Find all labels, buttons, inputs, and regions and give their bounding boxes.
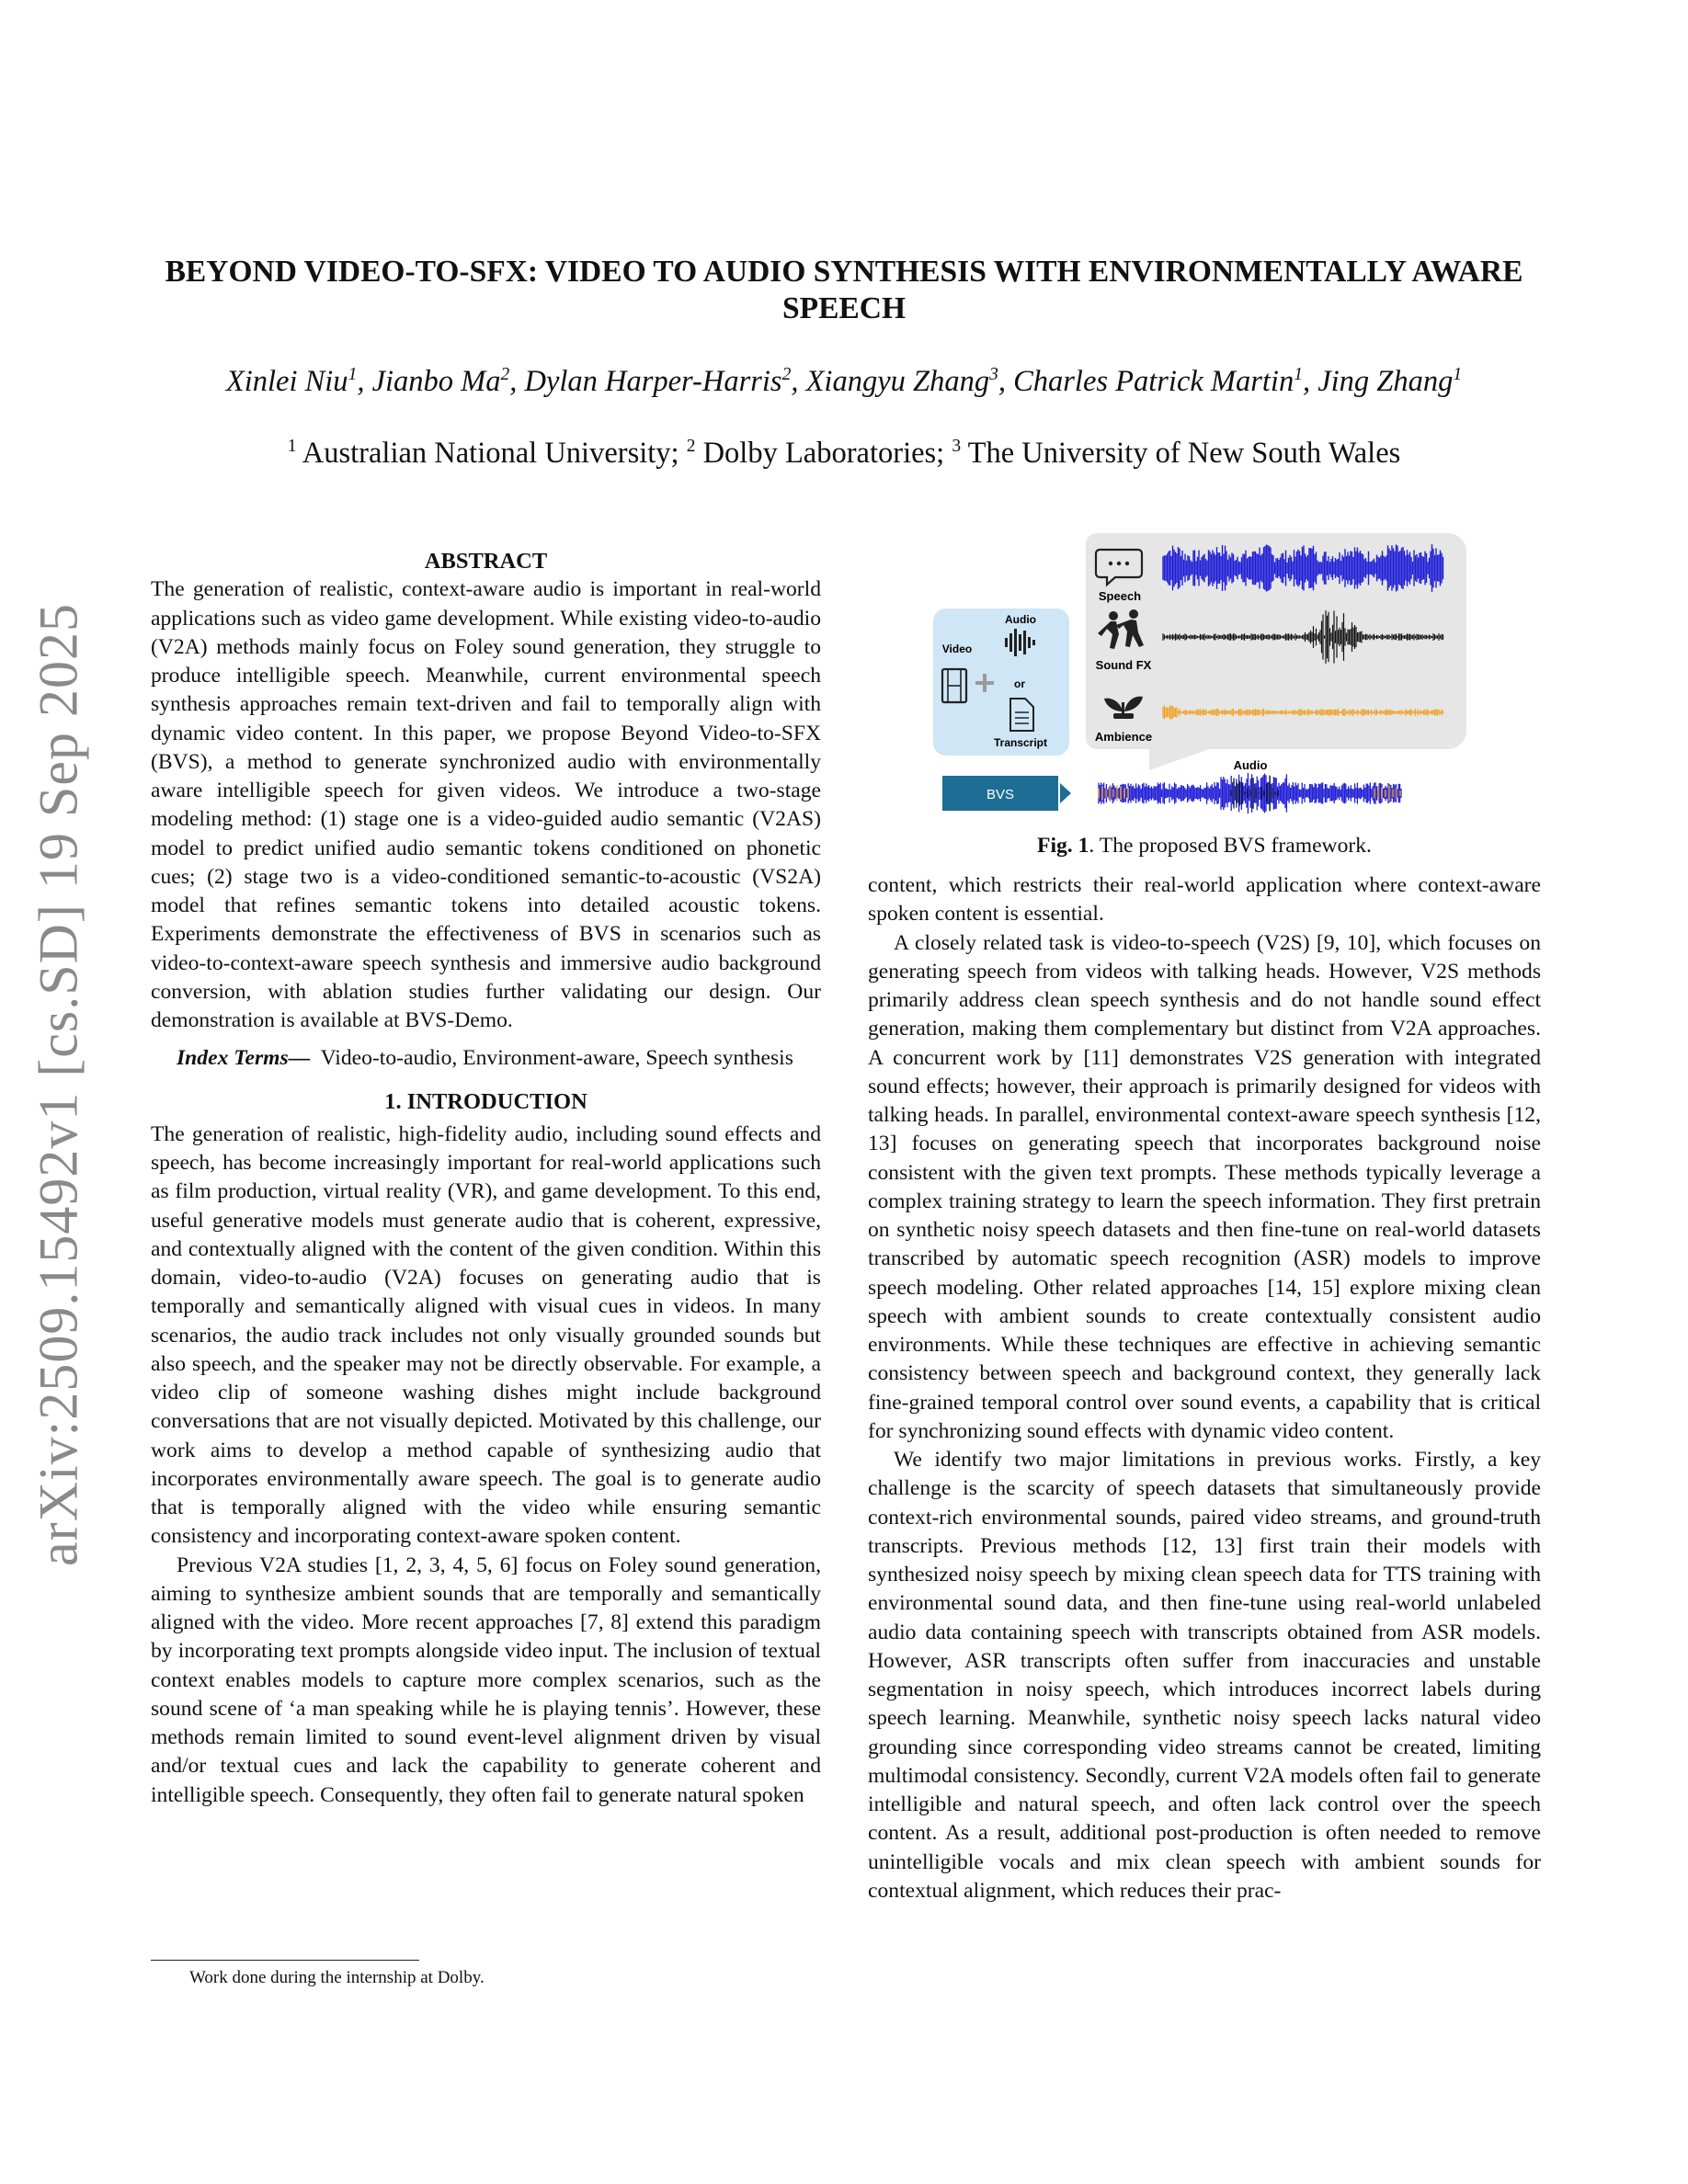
caption-text: . The proposed BVS framework. [1089, 834, 1372, 858]
output-audio-label: Audio [1233, 758, 1268, 772]
author: Jing Zhang$^1$ [1317, 365, 1463, 398]
left-column [151, 547, 821, 1810]
figure-caption [868, 832, 1541, 860]
author-list: Xinlei Niu$^1$, Jianbo Ma$^2$, Dylan Harper-Harris$^2$, Xiangyu Zhang$^3$, Charles Patrick Martin$^1$, Jing Zhang$^1$ [225, 365, 1463, 398]
video-label: Video [941, 643, 973, 655]
author: Jianbo Ma$^2$ [371, 365, 510, 398]
footnote: Work done during the internship at Dolby. [189, 1968, 485, 1987]
body-paragraph: A closely related task is video-to-speech (V2S) [9, 10], which focuses on generating speech from videos with talking heads. However, V2S methods primarily address clean speech synthesis and do not handle sound effect generation, making them complementary but distinct from V2A approaches. A concurrent work by [11] demonstrates V2S generation with integrated sound effects; however, their approach is primarily designed for videos with talking heads. In parallel, environmental context-aware speech synthesis [12, 13] focuses on generating speech that incorporates background noise consistent with the given text prompts. These methods typically leverage a complex training strategy to learn the speech information. They first pretrain on synthetic noisy speech datasets and then fine-tune on real-world datasets transcribed by automatic speech recognition (ASR) models to improve speech modeling. Other related approaches [14, 15] explore mixing clean speech with ambient sounds to create contextually consistent audio environments. While these techniques are effective in achieving semantic consistency between speech and background context, they generally lack fine-grained temporal control over sound events, a capability that is critical for synchronizing sound effects with dynamic video content. [868, 930, 1541, 1443]
arrow-icon [1060, 783, 1071, 803]
bvs-framework-diagram [933, 533, 1466, 836]
affiliation: $^2$ Dolby Laboratories; [686, 437, 945, 470]
sound-fx-label: Sound FX [1095, 658, 1152, 672]
arxiv-identifier: arXiv:2509.15492v1 [cs.SD] 19 Sep 2025 [28, 603, 89, 1566]
mixed-output-waveform [1099, 773, 1402, 813]
index-terms-text: Video-to-audio, Environment-aware, Speech synthesis [320, 1046, 793, 1071]
affiliation: $^1$ Australian National University; [287, 437, 679, 470]
right-column [868, 871, 1541, 1905]
author: Dylan Harper-Harris$^2$ [524, 365, 792, 398]
transcript-label: Transcript [993, 736, 1048, 749]
audio-input-label: Audio [1005, 613, 1036, 626]
author: Xinlei Niu$^1$ [225, 365, 358, 398]
abstract-heading: ABSTRACT [424, 549, 548, 574]
affiliation: $^3$ The University of New South Wales [952, 437, 1401, 470]
index-terms-label: Index Terms— [177, 1046, 311, 1071]
input-panel [933, 609, 1069, 756]
arxiv-side-stamp [26, 602, 92, 1567]
bvs-label: BVS [986, 787, 1015, 802]
author: Xiangyu Zhang$^3$ [805, 365, 998, 398]
affiliation-list [120, 435, 1568, 472]
ambience-label: Ambience [1094, 730, 1153, 744]
body-paragraph: We identify two major limitations in previous works. Firstly, a key challenge is the scarcity of speech datasets that simultaneously provide context-rich environmental sounds, paired video streams, and ground-truth transcripts. Previous methods [12, 13] first train their models with synthesized noisy speech by mixing clean speech data for TTS training with environmental sound data, and then fine-tune using real-world unlabeled audio data containing speech with transcripts obtained from ASR models. However, ASR transcripts often suffer from inaccuracies and unstable segmentation in noisy speech, which introduces incorrect labels during speech learning. Meanwhile, synthetic noisy speech lacks natural video grounding since corresponding video streams cannot be created, limiting multimodal consistency. Secondly, current V2A models often fail to generate intelligible and natural speech, and often lack control over the speech content. As a result, additional post-production is often needed to remove unintelligible vocals and mix clean speech with ambient sounds for contextual alignment, which reduces their prac- [868, 1448, 1541, 1903]
footnote-rule [151, 1960, 419, 1961]
introduction-heading: 1. INTRODUCTION [384, 1088, 587, 1114]
author: Charles Patrick Martin$^1$ [1013, 365, 1303, 398]
index-terms [151, 1044, 821, 1073]
body-paragraph: content, which restricts their real-world application where context-aware spoken content is essential. [868, 873, 1541, 927]
caption-label: Fig. 1 [1037, 834, 1089, 858]
abstract-text: The generation of realistic, context-aware audio is important in real-world applications such as video game development. While existing video-to-audio (V2A) methods mainly focus on Foley sound generation, they struggle to produce intelligible speech. Meanwhile, current environmental speech synthesis approaches remain text-driven and fail to temporally align with dynamic video content. In this paper, we propose Beyond Video-to-SFX (BVS), a method to generate synchronized audio with environmentally aware intelligible speech for given videos. We introduce a two-stage modeling method: (1) stage one is a video-guided audio semantic (V2AS) model to predict unified audio semantic tokens conditioned on phonetic cues; (2) stage two is a video-conditioned semantic-to-acoustic (VS2A) model that refines semantic tokens into detailed acoustic tokens. Experiments demonstrate the effectiveness of BVS in scenarios such as video-to-context-aware speech synthesis and immersive audio background conversion, with ablation studies further validating our design. Our demonstration is available at BVS-Demo. [151, 577, 821, 1032]
or-label: or [1014, 677, 1025, 690]
speech-label: Speech [1098, 589, 1142, 603]
figure-1 [933, 533, 1466, 836]
intro-paragraph: The generation of realistic, high-fidelity audio, including sound effects and speech, has become increasingly important for real-world applications such as film production, virtual reality (VR), and game development. To this end, useful generative models must generate audio that is coherent, expressive, and contextually aligned with the content of the given condition. Within this domain, video-to-audio (V2A) focuses on generating audio that is temporally and semantically aligned with visual cues in videos. In many scenarios, the audio track includes not only visually grounded sounds but also speech, and the speaker may not be directly observable. For example, a video clip of someone washing dishes might include background conversations that are not visually depicted. Motivated by this challenge, our work aims to develop a method capable of synthesizing audio that incorporates environmentally aware speech. The goal is to generate audio that is temporally aligned with the video while ensuring semantic consistency and incorporating context-aware spoken content. [151, 1121, 821, 1549]
intro-paragraph: Previous V2A studies [1, 2, 3, 4, 5, 6] focus on Foley sound generation, aiming to synthesize ambient sounds that are temporally and semantically aligned with the video. More recent approaches [7, 8] extend this paradigm by incorporating text prompts alongside video input. The inclusion of textual context enables models to capture more complex scenarios, such as the sound scene of ‘a man speaking while he is playing tennis’. However, these methods remain limited to sound event-level alignment driven by visual and/or textual cues and lack the capability to generate coherent and intelligible speech. Consequently, they often fail to generate natural spoken [151, 1553, 821, 1807]
paper-title: BEYOND VIDEO-TO-SFX: VIDEO TO AUDIO SYNTHESIS WITH ENVIRONMENTALLY AWARE SPEECH [165, 255, 1523, 325]
